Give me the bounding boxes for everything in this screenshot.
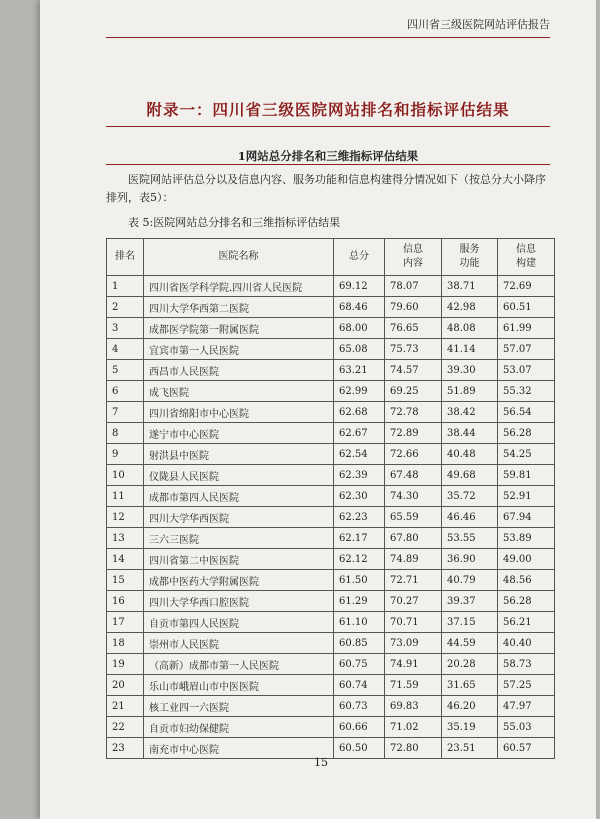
cell-service-function: 53.55 [442,528,498,549]
cell-info-content: 78.07 [385,276,442,297]
cell-service-function: 40.48 [442,444,498,465]
cell-rank: 12 [107,507,144,528]
cell-hospital-name: 四川大学华西医院 [144,507,334,528]
cell-hospital-name: 宜宾市第一人民医院 [144,339,334,360]
cell-info-content: 72.78 [385,402,442,423]
cell-total-score: 62.99 [334,381,385,402]
title-rule [106,126,550,127]
cell-rank: 11 [107,486,144,507]
cell-total-score: 62.68 [334,402,385,423]
header-info-line2: 内容 [403,258,423,269]
cell-rank: 6 [107,381,144,402]
table-row [107,318,555,339]
cell-service-function: 41.14 [442,339,498,360]
table-row [107,675,555,696]
header-total-score: 总分 [334,239,385,276]
cell-info-content: 74.57 [385,360,442,381]
cell-info-build: 55.32 [498,381,555,402]
cell-hospital-name: 自贡市第四人民医院 [144,612,334,633]
cell-total-score: 62.12 [334,549,385,570]
cell-info-content: 74.89 [385,549,442,570]
cell-service-function: 38.71 [442,276,498,297]
cell-rank: 13 [107,528,144,549]
cell-rank: 21 [107,696,144,717]
cell-info-build: 40.40 [498,633,555,654]
cell-info-build: 59.81 [498,465,555,486]
cell-rank: 20 [107,675,144,696]
cell-hospital-name: 三六三医院 [144,528,334,549]
cell-rank: 14 [107,549,144,570]
table-row [107,339,555,360]
cell-info-build: 56.54 [498,402,555,423]
table-row [107,717,555,738]
cell-info-content: 75.73 [385,339,442,360]
cell-rank: 19 [107,654,144,675]
cell-info-content: 70.27 [385,591,442,612]
cell-service-function: 49.68 [442,465,498,486]
cell-info-build: 72.69 [498,276,555,297]
cell-service-function: 42.98 [442,297,498,318]
cell-info-build: 53.07 [498,360,555,381]
cell-info-build: 56.21 [498,612,555,633]
cell-service-function: 35.19 [442,717,498,738]
cell-rank: 2 [107,297,144,318]
cell-total-score: 68.46 [334,297,385,318]
cell-service-function: 31.65 [442,675,498,696]
cell-info-build: 49.00 [498,549,555,570]
cell-info-build: 56.28 [498,423,555,444]
cell-service-function: 20.28 [442,654,498,675]
table-row [107,696,555,717]
cell-service-function: 36.90 [442,549,498,570]
cell-total-score: 60.66 [334,717,385,738]
cell-hospital-name: 射洪县中医院 [144,444,334,465]
cell-rank: 22 [107,717,144,738]
cell-info-content: 72.80 [385,738,442,759]
cell-hospital-name: 南充市中心医院 [144,738,334,759]
table-row [107,570,555,591]
cell-service-function: 35.72 [442,486,498,507]
cell-info-build: 55.03 [498,717,555,738]
cell-info-content: 72.71 [385,570,442,591]
cell-service-function: 44.59 [442,633,498,654]
table-row [107,297,555,318]
header-info-build [498,239,555,276]
header-service-line2: 功能 [459,258,480,269]
cell-hospital-name: 仪陇县人民医院 [144,465,334,486]
cell-info-content: 71.59 [385,675,442,696]
cell-info-content: 69.83 [385,696,442,717]
cell-info-build: 60.57 [498,738,555,759]
table-body [107,276,555,759]
cell-info-build: 56.28 [498,591,555,612]
cell-hospital-name: 成都市第四人民医院 [144,486,334,507]
table-row [107,612,555,633]
cell-info-build: 61.99 [498,318,555,339]
cell-service-function: 23.51 [442,738,498,759]
cell-rank: 3 [107,318,144,339]
cell-info-content: 72.66 [385,444,442,465]
cell-total-score: 61.50 [334,570,385,591]
cell-hospital-name: 四川省第二中医医院 [144,549,334,570]
cell-rank: 9 [107,444,144,465]
document-page [40,0,596,819]
cell-info-build: 53.89 [498,528,555,549]
running-header: 四川省三级医院网站评估报告 [407,18,550,31]
cell-info-content: 65.59 [385,507,442,528]
table-row [107,549,555,570]
cell-info-build: 57.07 [498,339,555,360]
header-hospital-name: 医院名称 [144,239,334,276]
cell-info-content: 69.25 [385,381,442,402]
cell-info-content: 72.89 [385,423,442,444]
cell-total-score: 61.10 [334,612,385,633]
cell-rank: 4 [107,339,144,360]
cell-hospital-name: 西昌市人民医院 [144,360,334,381]
cell-info-content: 74.30 [385,486,442,507]
cell-hospital-name: 四川省绵阳市中心医院 [144,402,334,423]
header-info-line1: 信息 [403,244,423,255]
cell-rank: 18 [107,633,144,654]
cell-rank: 5 [107,360,144,381]
cell-info-content: 67.80 [385,528,442,549]
section-title: 1网站总分排名和三维指标评估结果 [237,149,419,163]
appendix-title: 附录一：四川省三级医院网站排名和指标评估结果 [146,100,510,119]
page-number: 15 [314,756,328,769]
cell-total-score: 63.21 [334,360,385,381]
table-row [107,444,555,465]
cell-info-build: 57.25 [498,675,555,696]
cell-info-content: 70.71 [385,612,442,633]
cell-total-score: 69.12 [334,276,385,297]
header-info-content [385,239,442,276]
cell-total-score: 61.29 [334,591,385,612]
cell-rank: 17 [107,612,144,633]
cell-total-score: 68.00 [334,318,385,339]
section-rule [106,164,550,165]
cell-hospital-name: （高新）成都市第一人民医院 [144,654,334,675]
header-service-line1: 服务 [459,244,480,255]
cell-hospital-name: 核工业四一六医院 [144,696,334,717]
cell-rank: 7 [107,402,144,423]
cell-info-build: 47.97 [498,696,555,717]
cell-service-function: 46.20 [442,696,498,717]
cell-service-function: 46.46 [442,507,498,528]
cell-total-score: 62.39 [334,465,385,486]
cell-total-score: 62.30 [334,486,385,507]
cell-info-content: 79.60 [385,297,442,318]
header-rule [106,37,550,38]
cell-hospital-name: 成都医学院第一附属医院 [144,318,334,339]
intro-paragraph: 医院网站评估总分以及信息内容、服务功能和信息构建得分情况如下（按总分大小降序排列，表5）： [106,173,546,204]
table-row [107,465,555,486]
table-row [107,360,555,381]
cell-rank: 16 [107,591,144,612]
cell-hospital-name: 四川省医学科学院.四川省人民医院 [144,276,334,297]
cell-service-function: 38.42 [442,402,498,423]
cell-info-build: 58.73 [498,654,555,675]
header-rank: 排名 [107,239,144,276]
cell-total-score: 62.54 [334,444,385,465]
cell-service-function: 40.79 [442,570,498,591]
cell-info-build: 54.25 [498,444,555,465]
cell-service-function: 39.30 [442,360,498,381]
cell-info-build: 52.91 [498,486,555,507]
table-row [107,423,555,444]
header-build-line2: 构建 [516,258,536,269]
cell-info-build: 67.94 [498,507,555,528]
cell-rank: 23 [107,738,144,759]
table-header-row [107,239,555,276]
cell-info-content: 74.91 [385,654,442,675]
table-row [107,633,555,654]
cell-info-content: 76.65 [385,318,442,339]
cell-service-function: 39.37 [442,591,498,612]
ranking-table [106,238,555,759]
cell-hospital-name: 成都中医药大学附属医院 [144,570,334,591]
cell-service-function: 38.44 [442,423,498,444]
cell-hospital-name: 自贡市妇幼保健院 [144,717,334,738]
table-row [107,381,555,402]
cell-total-score: 60.85 [334,633,385,654]
cell-total-score: 62.17 [334,528,385,549]
cell-service-function: 37.15 [442,612,498,633]
cell-info-build: 60.51 [498,297,555,318]
cell-total-score: 62.67 [334,423,385,444]
table-row [107,654,555,675]
cell-service-function: 48.08 [442,318,498,339]
cell-info-build: 48.56 [498,570,555,591]
cell-total-score: 60.74 [334,675,385,696]
cell-rank: 15 [107,570,144,591]
cell-hospital-name: 乐山市峨眉山市中医医院 [144,675,334,696]
cell-info-content: 67.48 [385,465,442,486]
cell-info-content: 71.02 [385,717,442,738]
table-row [107,276,555,297]
cell-service-function: 51.89 [442,381,498,402]
cell-hospital-name: 遂宁市中心医院 [144,423,334,444]
cell-total-score: 60.73 [334,696,385,717]
cell-hospital-name: 成飞医院 [144,381,334,402]
cell-info-content: 73.09 [385,633,442,654]
table-row [107,528,555,549]
table-caption: 表 5:医院网站总分排名和三维指标评估结果 [128,216,341,229]
cell-total-score: 60.50 [334,738,385,759]
header-build-line1: 信息 [516,244,536,255]
cell-hospital-name: 四川大学华西第二医院 [144,297,334,318]
table-row [107,486,555,507]
cell-hospital-name: 四川大学华西口腔医院 [144,591,334,612]
table-row [107,591,555,612]
cell-rank: 8 [107,423,144,444]
cell-rank: 1 [107,276,144,297]
cell-rank: 10 [107,465,144,486]
table-row [107,507,555,528]
cell-total-score: 60.75 [334,654,385,675]
cell-total-score: 62.23 [334,507,385,528]
table-row [107,402,555,423]
header-service-function [442,239,498,276]
cell-total-score: 65.08 [334,339,385,360]
cell-hospital-name: 崇州市人民医院 [144,633,334,654]
